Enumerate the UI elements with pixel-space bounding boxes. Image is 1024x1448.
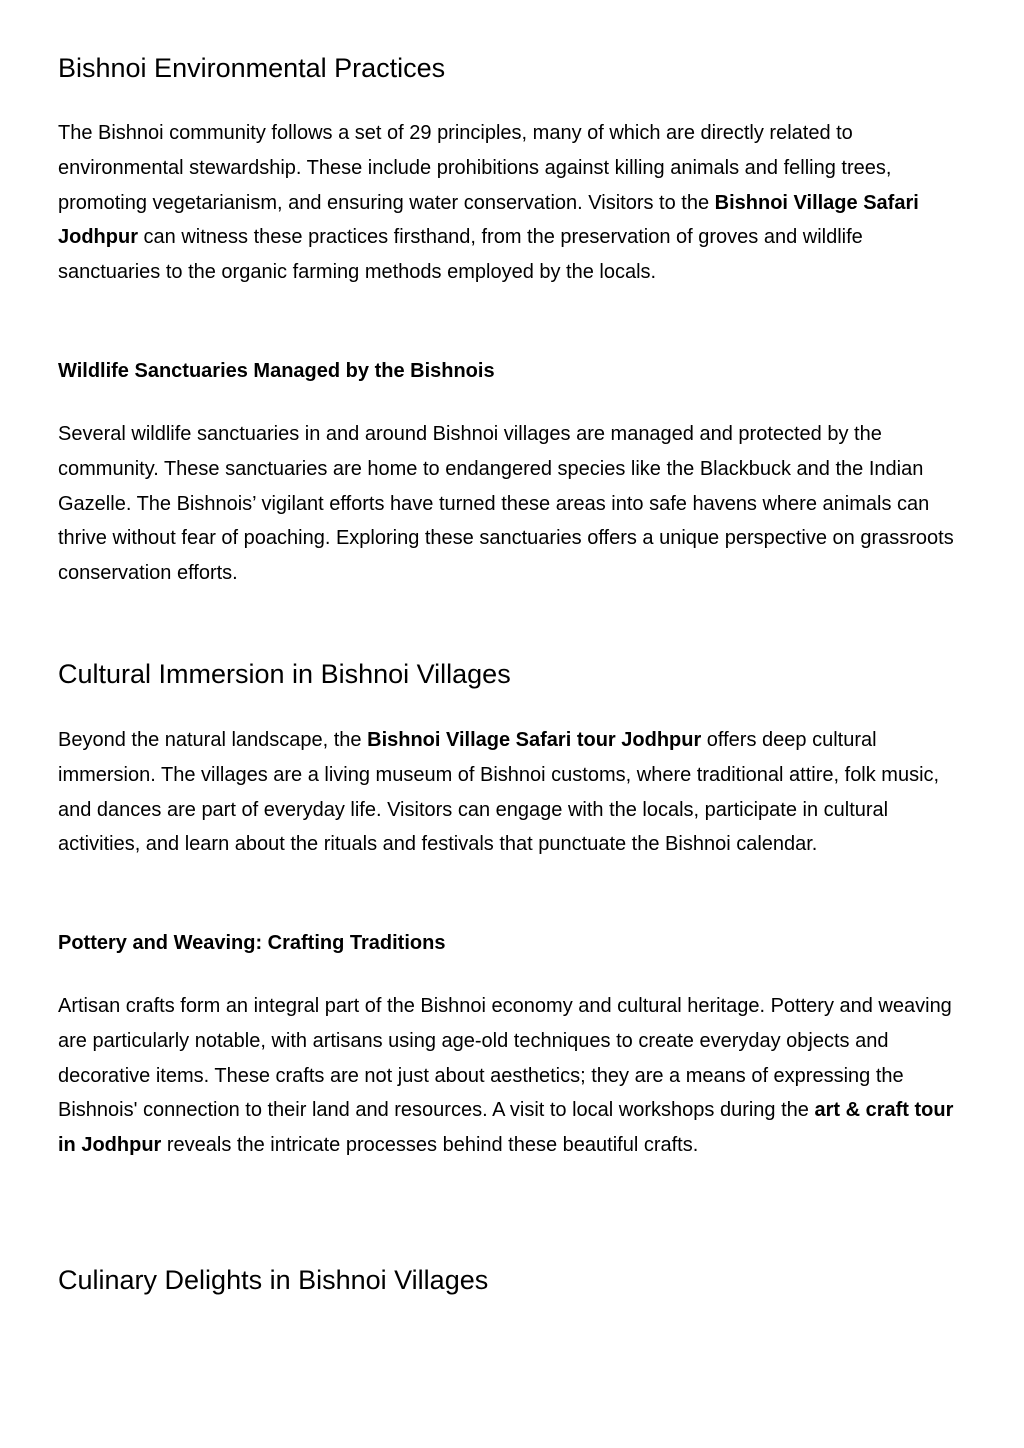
heading-pottery-weaving: Pottery and Weaving: Crafting Traditions [58,932,446,954]
bold-link-text: Bishnoi Village Safari Jodhpur [58,191,919,249]
paragraph-text: Artisan crafts form an integral part of the Bishnoi economy and cultural heritage. Pottery and weaving are particularly notable, with artisans using age-old techniques to create everyday objects and decorative items. These crafts are not just about aesthetics; they are a means of expressing the Bishnois' connection to their land and resources. A visit to local workshops during the [58,995,952,1122]
paragraph-text: reveals the intricate processes behind these beautiful crafts. [161,1134,699,1157]
paragraph-text: Beyond the natural landscape, the [58,729,368,751]
paragraph-pottery-weaving [58,989,970,1163]
heading-environmental-practices: Bishnoi Environmental Practices [58,53,446,83]
heading-wildlife-sanctuaries: Wildlife Sanctuaries Managed by the Bishnois [58,360,495,382]
paragraph-environmental-practices [58,116,970,290]
paragraph-text: offers deep cultural immersion. The villages are a living museum of Bishnoi customs, where traditional attire, folk music, and dances are part of everyday life. Visitors can engage with the locals, participate in cultural activities, and learn about the rituals and festivals that punctuate the Bishnoi calendar. [58,729,940,856]
heading-culinary-delights: Culinary Delights in Bishnoi Villages [58,1265,489,1295]
bold-link-text: art & craft tour in Jodhpur [58,1099,954,1157]
heading-cultural-immersion: Cultural Immersion in Bishnoi Villages [58,659,511,689]
paragraph-text: The Bishnoi community follows a set of 29 principles, many of which are directly related to environmental stewardship. These include prohibitions against killing animals and felling trees, promoting vegetarianism, and ensuring water conservation. Visitors to the [58,122,892,214]
paragraph-wildlife-sanctuaries: Several wildlife sanctuaries in and around Bishnoi villages are managed and protected by the community. These sanctuaries are home to endangered species like the Blackbuck and the Indian Gazelle. The Bishnois’ vigilant efforts have turned these areas into safe havens where animals can thrive without fear of poaching. Exploring these sanctuaries offers a unique perspective on grassroots conservation efforts. [58,423,954,585]
bold-link-text: Bishnoi Village Safari tour Jodhpur [367,729,702,751]
paragraph-cultural-immersion [58,723,970,862]
paragraph-text: can witness these practices firsthand, from the preservation of groves and wildlife sanctuaries to the organic farming methods employed by the locals. [58,226,863,284]
